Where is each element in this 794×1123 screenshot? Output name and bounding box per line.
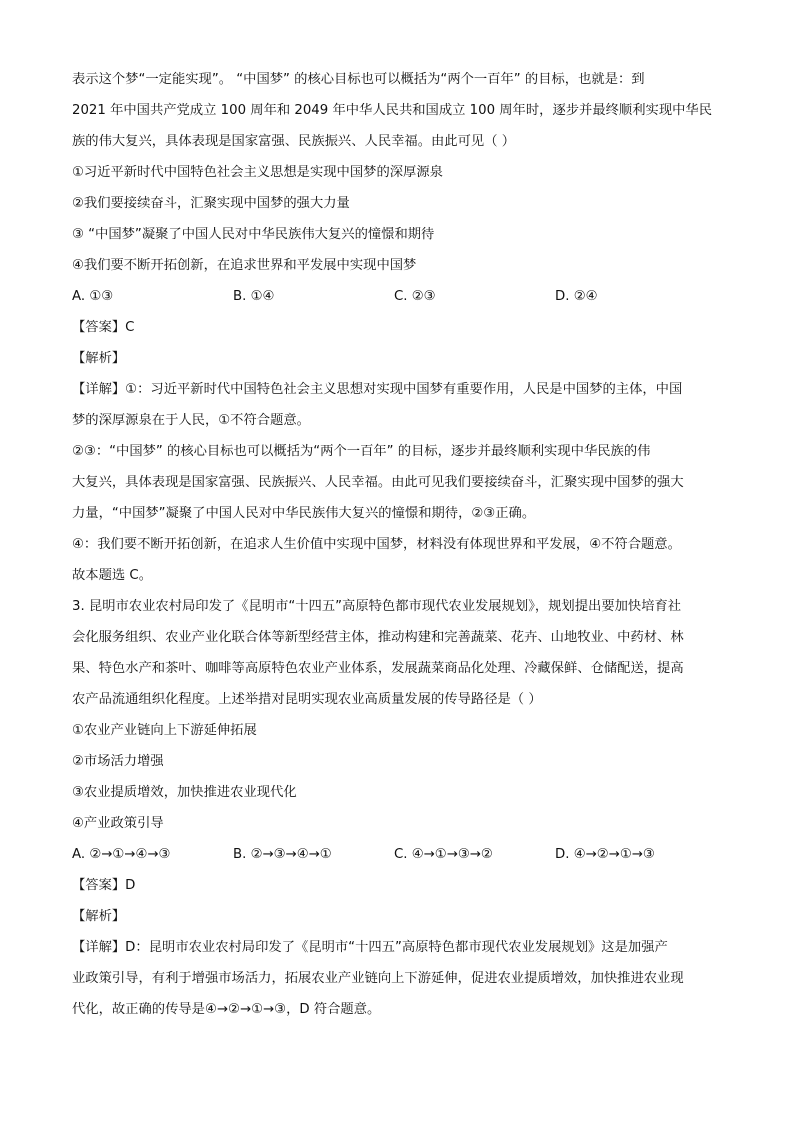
detail-line: 【详解】①：习近平新时代中国特色社会主义思想对实现中国梦有重要作用，人民是中国梦的主体，中国 [72,382,683,397]
statement-3: ③农业提质增效，加快推进农业现代化 [72,785,297,800]
detail-line: 代化，故正确的传导是④→②→①→③，D 符合题意。 [72,1002,381,1017]
analysis-label: 【解析】 [72,351,126,366]
statement-4: ④产业政策引导 [72,816,164,831]
statement-3: ③ “中国梦”凝聚了中国人民对中华民族伟大复兴的憧憬和期待 [72,227,435,242]
option-c: C. ④→①→③→② [394,847,493,862]
answer-line: 【答案】D [72,878,136,893]
question-stem-line: 2021 年中国共产党成立 100 周年和 2049 年中华人民共和国成立 100 周年时，逐步并最终顺利实现中华民 [72,103,713,118]
answer-options [72,281,732,312]
question-3 [72,591,732,1025]
detail-line: ②③：“中国梦” 的核心目标也可以概括为“两个一百年” 的目标，逐步并最终顺利实现中华民族的伟 [72,444,651,459]
answer-line: 【答案】C [72,320,135,335]
statement-4: ④我们要不断开拓创新，在追求世界和平发展中实现中国梦 [72,258,417,273]
detail-line: 大复兴，具体表现是国家富强、民族振兴、人民幸福。由此可见我们要接续奋斗，汇聚实现中国梦的强大 [72,475,684,490]
detail-line: 【详解】D：昆明市农业农村局印发了《昆明市“十四五”高原特色都市现代农业发展规划》这是加强产 [72,940,668,955]
detail-line: ④：我们要不断开拓创新，在追求人生价值中实现中国梦，材料没有体现世界和平发展，④不符合题意。 [72,537,681,552]
question-stem-line: 3. 昆明市农业农村局印发了《昆明市“十四五”高原特色都市现代农业发展规划》，规划提出要加快培育社 [72,599,682,614]
statement-2: ②我们要接续奋斗，汇聚实现中国梦的强大力量 [72,196,350,211]
statement-2: ②市场活力增强 [72,754,164,769]
question-stem-line: 会化服务组织、农业产业化联合体等新型经营主体，推动构建和完善蔬菜、花卉、山地牧业、中药材、林 [72,630,684,645]
question-stem-line: 表示这个梦“一定能实现”。 “中国梦” 的核心目标也可以概括为“两个一百年” 的目标，也就是：到 [72,72,645,87]
option-d: D. ②④ [555,289,598,304]
option-a: A. ①③ [72,289,114,304]
option-d: D. ④→②→①→③ [555,847,655,862]
analysis-label: 【解析】 [72,909,126,924]
question-stem-line: 农产品流通组织化程度。上述举措对昆明实现农业高质量发展的传导路径是（ ） [72,692,542,707]
statement-1: ①农业产业链向上下游延伸拓展 [72,723,257,738]
question-2 [72,64,732,591]
question-stem-line: 果、特色水产和茶叶、咖啡等高原特色农业产业体系，发展蔬菜商品化处理、冷藏保鲜、仓储配送，提高 [72,661,684,676]
detail-line: 梦的深厚源泉在于人民，①不符合题意。 [72,413,310,428]
option-a: A. ②→①→④→③ [72,847,171,862]
answer-options [72,839,732,870]
statement-1: ①习近平新时代中国特色社会主义思想是实现中国梦的深厚源泉 [72,165,443,180]
detail-line: 力量，“中国梦”凝聚了中国人民对中华民族伟大复兴的憧憬和期待，②③正确。 [72,506,536,521]
question-stem-line: 族的伟大复兴，具体表现是国家富强、民族振兴、人民幸福。由此可见（ ） [72,134,516,149]
option-b: B. ②→③→④→① [233,847,332,862]
option-b: B. ①④ [233,289,275,304]
document-page [72,64,732,1025]
option-c: C. ②③ [394,289,436,304]
detail-line: 故本题选 C。 [72,568,152,583]
detail-line: 业政策引导，有利于增强市场活力，拓展农业产业链向上下游延伸，促进农业提质增效，加快推进农业现 [72,971,684,986]
